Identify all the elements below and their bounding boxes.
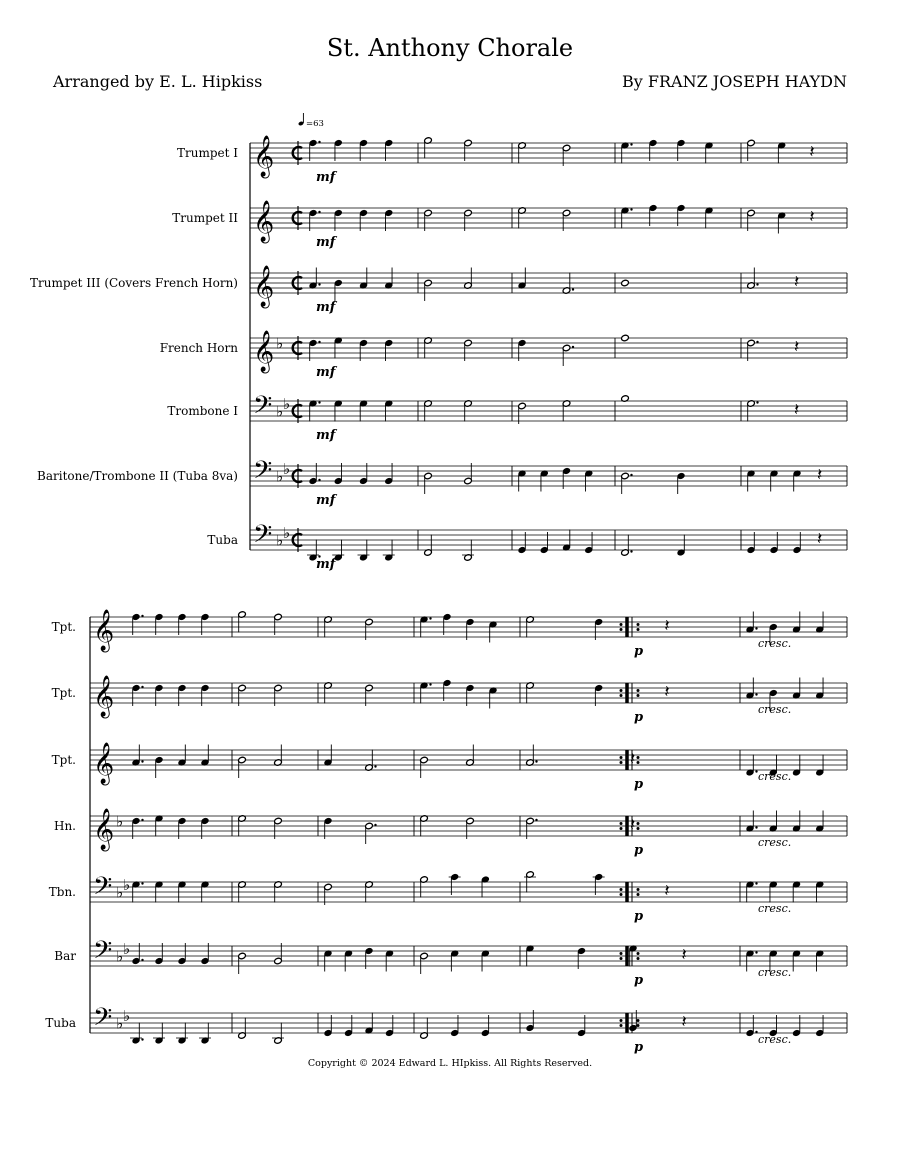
augmentation-dot (141, 959, 143, 961)
augmentation-dot (374, 824, 376, 826)
dynamic-marking: mf (316, 557, 336, 572)
quarter-rest-icon: 𝄽 (794, 337, 800, 357)
repeat-dot (637, 952, 640, 955)
flat-sign-icon: ♭ (283, 460, 291, 478)
dynamic-marking: p (634, 909, 644, 924)
augmentation-dot (141, 819, 143, 821)
augmentation-dot (318, 341, 320, 343)
augmentation-dot (141, 1038, 143, 1040)
augmentation-dot (318, 401, 320, 403)
instrument-name: Tuba (207, 533, 238, 547)
bass-clef-icon: 𝄢 (253, 391, 273, 426)
staff-1 (177, 135, 847, 185)
cresc-marking: cresc. (758, 966, 792, 979)
instrument-name: Trumpet I (176, 146, 238, 160)
repeat-dot (637, 694, 640, 697)
cresc-marking: cresc. (758, 637, 792, 650)
treble-clef-icon: 𝄞 (93, 809, 115, 850)
augmentation-dot (630, 550, 632, 552)
instrument-name: Tpt. (51, 620, 76, 634)
bass-clef-icon: 𝄢 (93, 936, 113, 971)
flat-sign-icon: ♭ (283, 524, 291, 542)
repeat-dot (620, 761, 623, 764)
arranger-credit: Arranged by E. L. Hipkiss (53, 72, 263, 91)
staff-5 (167, 391, 847, 443)
note-head (621, 279, 630, 287)
repeat-dot (637, 1024, 640, 1027)
dynamic-marking: p (634, 1040, 644, 1055)
cresc-marking: cresc. (758, 770, 792, 783)
instrument-name: Bar (54, 949, 76, 963)
augmentation-dot (572, 288, 574, 290)
repeat-dot (637, 756, 640, 759)
dynamic-marking: p (634, 710, 644, 725)
quarter-rest-icon: 𝄽 (794, 400, 800, 420)
staff-4 (54, 808, 847, 858)
repeat-dot (620, 893, 623, 896)
flat-sign-icon: ♭ (116, 947, 124, 966)
augmentation-dot (318, 141, 320, 143)
augmentation-dot (535, 819, 537, 821)
repeat-dot (620, 628, 623, 631)
staff-2 (172, 200, 847, 250)
augmentation-dot (141, 882, 143, 884)
quarter-rest-icon: 𝄽 (664, 881, 670, 901)
augmentation-dot (756, 341, 758, 343)
repeat-dot (637, 888, 640, 891)
staff-7 (207, 520, 847, 572)
cresc-marking: cresc. (758, 902, 792, 915)
treble-clef-icon: 𝄞 (253, 331, 275, 372)
quarter-rest-icon: 𝄽 (794, 272, 800, 292)
system-1 (30, 135, 847, 572)
augmentation-dot (755, 693, 757, 695)
cresc-marking: cresc. (758, 1033, 792, 1046)
augmentation-dot (572, 346, 574, 348)
dynamic-marking: mf (316, 170, 336, 185)
repeat-dot (620, 623, 623, 626)
repeat-dot (637, 957, 640, 960)
flat-sign-icon: ♭ (116, 883, 124, 902)
repeat-dot (637, 822, 640, 825)
augmentation-dot (141, 615, 143, 617)
staff-4 (160, 330, 847, 380)
augmentation-dot (755, 826, 757, 828)
composer-credit: By FRANZ JOSEPH HAYDN (621, 72, 847, 91)
augmentation-dot (630, 208, 632, 210)
instrument-name: Tbn. (48, 885, 76, 899)
dynamic-marking: mf (316, 493, 336, 508)
repeat-dot (637, 761, 640, 764)
repeat-dot (620, 952, 623, 955)
flat-sign-icon: ♭ (116, 1014, 124, 1033)
flat-sign-icon: ♭ (276, 334, 284, 353)
augmentation-dot (630, 143, 632, 145)
note-head (621, 334, 630, 342)
repeat-dot (620, 694, 623, 697)
dynamic-marking: p (634, 973, 644, 988)
repeat-dot (620, 689, 623, 692)
quarter-rest-icon: 𝄽 (664, 682, 670, 702)
flat-sign-icon: ♭ (276, 531, 284, 550)
repeat-dot (637, 827, 640, 830)
dynamic-marking: mf (316, 365, 336, 380)
augmentation-dot (630, 474, 632, 476)
instrument-name: Trombone I (167, 404, 238, 418)
bass-clef-icon: 𝄢 (93, 1003, 113, 1038)
augmentation-dot (756, 283, 758, 285)
instrument-name: Trumpet III (Covers French Horn) (30, 276, 238, 290)
staff-7 (45, 1003, 847, 1055)
score-title: St. Anthony Chorale (326, 34, 574, 62)
treble-clef-icon: 𝄞 (253, 136, 275, 177)
bass-clef-icon: 𝄢 (93, 872, 113, 907)
repeat-dot (620, 827, 623, 830)
staff-6 (54, 936, 847, 988)
augmentation-dot (318, 283, 320, 285)
treble-clef-icon: 𝄞 (93, 610, 115, 651)
repeat-dot (620, 1019, 623, 1022)
system-2 (45, 609, 847, 1055)
quarter-rest-icon: 𝄽 (630, 815, 636, 835)
treble-clef-icon: 𝄞 (93, 743, 115, 784)
staff-6 (37, 456, 847, 508)
augmentation-dot (756, 401, 758, 403)
quarter-rest-icon: 𝄽 (681, 1012, 687, 1032)
flat-sign-icon: ♭ (276, 402, 284, 421)
quarter-rest-icon: 𝄽 (664, 616, 670, 636)
cresc-marking: cresc. (758, 703, 792, 716)
staff-3 (52, 742, 847, 792)
augmentation-dot (141, 760, 143, 762)
instrument-name: Hn. (53, 819, 76, 833)
bass-clef-icon: 𝄢 (253, 520, 273, 555)
augmentation-dot (318, 211, 320, 213)
repeat-dot (637, 893, 640, 896)
augmentation-dot (755, 882, 757, 884)
quarter-rest-icon: 𝄽 (681, 945, 687, 965)
repeat-dot (637, 623, 640, 626)
dynamic-marking: p (634, 644, 644, 659)
instrument-name: French Horn (159, 341, 238, 355)
tempo-marking (298, 113, 324, 129)
dynamic-marking: mf (316, 300, 336, 315)
repeat-dot (620, 888, 623, 891)
augmentation-dot (429, 617, 431, 619)
flat-sign-icon: ♭ (123, 940, 131, 958)
copyright-notice: Copyright © 2024 Edward L. HIpkiss. All Rights Reserved. (307, 1058, 593, 1069)
flat-sign-icon: ♭ (123, 876, 131, 894)
quarter-rest-icon: 𝄽 (809, 207, 815, 227)
dynamic-marking: mf (316, 235, 336, 250)
augmentation-dot (374, 765, 376, 767)
repeat-dot (620, 1024, 623, 1027)
dynamic-marking: mf (316, 428, 336, 443)
augmentation-dot (141, 686, 143, 688)
repeat-dot (637, 1019, 640, 1022)
instrument-name: Tpt. (51, 686, 76, 700)
quarter-rest-icon: 𝄽 (809, 142, 815, 162)
flat-sign-icon: ♭ (283, 395, 291, 413)
staff-3 (30, 265, 847, 315)
augmentation-dot (318, 479, 320, 481)
augmentation-dot (755, 627, 757, 629)
instrument-name: Baritone/Trombone II (Tuba 8va) (37, 469, 238, 483)
repeat-dot (620, 822, 623, 825)
instrument-name: Tuba (45, 1016, 76, 1030)
quarter-rest-icon: 𝄽 (817, 529, 823, 549)
augmentation-dot (535, 760, 537, 762)
quarter-rest-icon: 𝄽 (630, 749, 636, 769)
instrument-name: Tpt. (51, 753, 76, 767)
repeat-dot (620, 957, 623, 960)
treble-clef-icon: 𝄞 (253, 266, 275, 307)
repeat-dot (637, 689, 640, 692)
cresc-marking: cresc. (758, 836, 792, 849)
quarter-rest-icon: 𝄽 (817, 465, 823, 485)
dynamic-marking: p (634, 843, 644, 858)
bass-clef-icon: 𝄢 (253, 456, 273, 491)
staff-2 (52, 675, 847, 725)
staff-1 (52, 609, 847, 659)
flat-sign-icon: ♭ (276, 467, 284, 486)
augmentation-dot (429, 683, 431, 685)
repeat-dot (620, 756, 623, 759)
dynamic-marking: p (634, 777, 644, 792)
augmentation-dot (755, 951, 757, 953)
tempo-marking-text: =63 (306, 119, 324, 129)
flat-sign-icon: ♭ (116, 812, 124, 831)
repeat-dot (637, 628, 640, 631)
staff-5 (49, 871, 847, 924)
treble-clef-icon: 𝄞 (253, 201, 275, 242)
instrument-name: Trumpet II (172, 211, 238, 225)
flat-sign-icon: ♭ (123, 1007, 131, 1025)
treble-clef-icon: 𝄞 (93, 676, 115, 717)
